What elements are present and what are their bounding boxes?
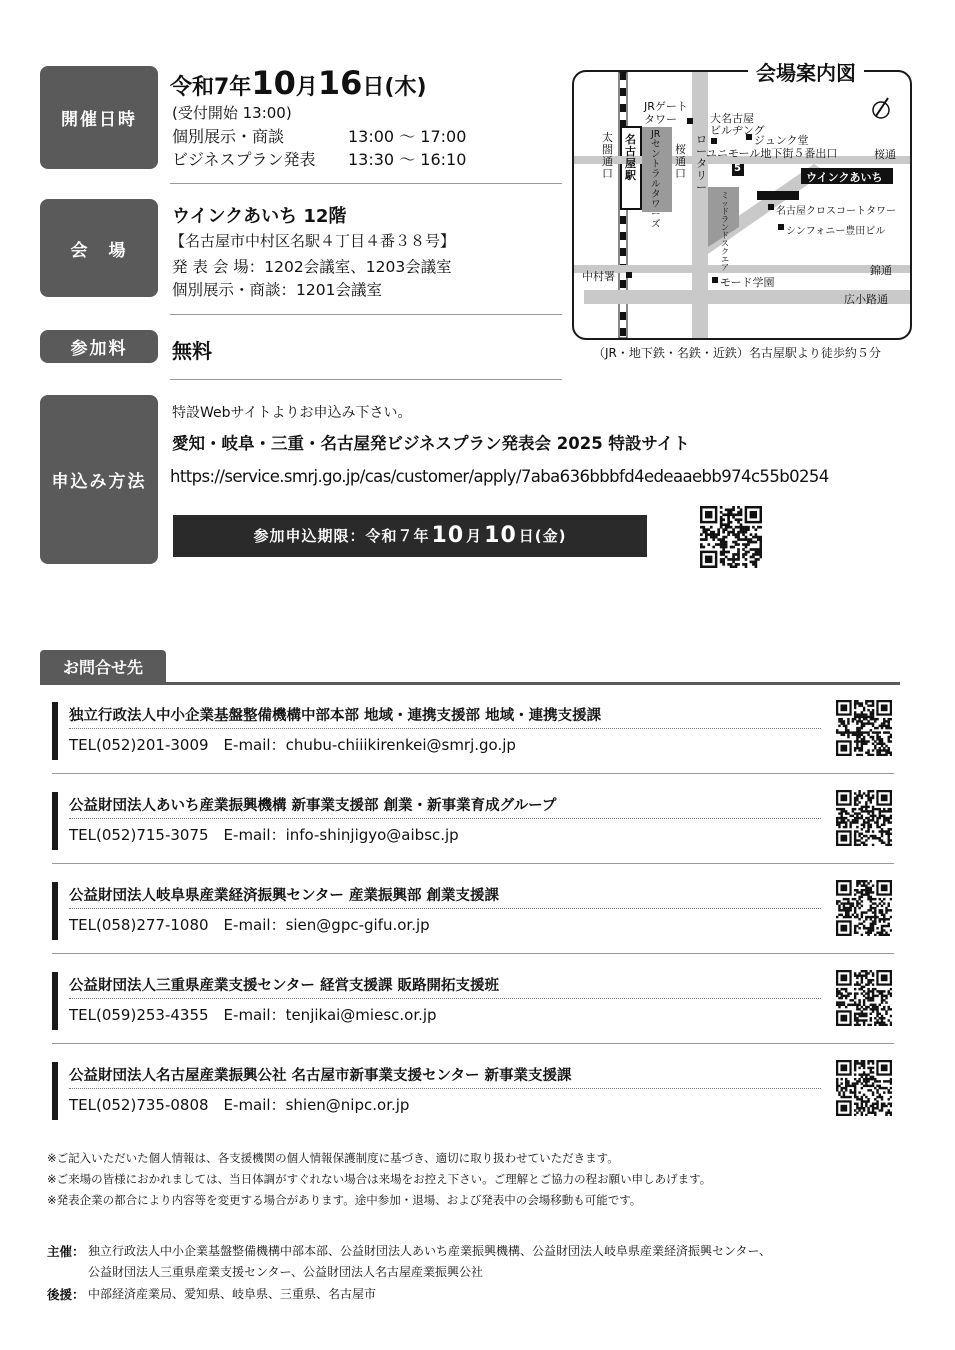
host-label: 主催： xyxy=(47,1244,85,1259)
apply-url-link[interactable]: https://service.smrj.go.jp/cas/customer/apply/7aba636bbbfd4edeaaebb974c55b0254 xyxy=(170,467,829,486)
label-fee: 参加料 xyxy=(40,330,158,363)
contact-item xyxy=(52,790,902,852)
qr-code[interactable] xyxy=(836,1060,892,1116)
map-label: ユニモール地下街５番出口 xyxy=(706,147,838,160)
reception-time: (受付開始 13:00) xyxy=(172,104,292,122)
note-text: ※ご記入いただいた個人情報は、各支援機関の個人情報保護制度に基づき、適切に取り扱わせていただきます。 xyxy=(47,1151,619,1165)
contact-tel[interactable]: TEL(052)735-0808 E-mail：shien@nipc.or.jp xyxy=(69,1096,410,1114)
map-label: ビルヂング xyxy=(710,124,765,137)
map-label: 桜通口 xyxy=(675,143,686,180)
venue-name: ウインクあいち 12階 xyxy=(172,206,347,227)
label-date: 開催日時 xyxy=(40,66,158,169)
qr-code[interactable] xyxy=(836,970,892,1026)
map-caption: （JR・地下鉄・名鉄・近鉄）名古屋駅より徒歩約５分 xyxy=(593,346,881,360)
contacts-title-rule xyxy=(40,682,900,685)
qr-code-apply[interactable] xyxy=(700,506,762,568)
schedule-item: ビジネスプラン発表 13:30 ～ 16:10 xyxy=(172,150,467,169)
contact-tel[interactable]: TEL(052)201-3009 E-mail：chubu-chiiikirenkei@smrj.go.jp xyxy=(69,736,516,754)
contact-bar xyxy=(52,882,58,940)
divider xyxy=(52,863,894,864)
map-label: モード学園 xyxy=(720,276,775,289)
map-label: 太閤通口 xyxy=(602,131,613,180)
label-venue: 会 場 xyxy=(40,199,158,297)
note-text: ※ご来場の皆様におかれましては、当日体調がすぐれない場合は来場をお控え下さい。ご理解とご協力の程お願い申しあげます。 xyxy=(47,1172,712,1186)
contact-bar xyxy=(52,972,58,1030)
map-title: 会場案内図 xyxy=(748,57,864,86)
map-label: ロータリー xyxy=(696,133,707,194)
fee-value: 無料 xyxy=(172,339,212,363)
divider xyxy=(52,953,894,954)
map-label: JRセントラルタワーズ xyxy=(651,129,661,230)
venue-room: 個別展示・商談：1201会議室 xyxy=(172,281,382,299)
venue-map xyxy=(572,70,912,340)
venue-room: 発 表 会 場：1202会議室、1203会議室 xyxy=(172,258,452,276)
contact-dots xyxy=(69,908,821,909)
map-label-venue: ウインクあいち xyxy=(806,171,883,184)
host-line: 独立行政法人中小企業基盤整備機構中部本部、公益財団法人あいち産業振興機構、公益財団法人岐阜県産業経済振興センター、 xyxy=(88,1244,772,1258)
contact-bar xyxy=(52,1062,58,1120)
contact-org: 公益財団法人岐阜県産業経済振興センター 産業振興部 創業支援課 xyxy=(69,888,500,904)
divider xyxy=(170,379,562,380)
contact-tel[interactable]: TEL(059)253-4355 E-mail：tenjikai@miesc.or.jp xyxy=(69,1006,437,1024)
map-label: ジュンク堂 xyxy=(754,134,809,147)
support-label: 後援： xyxy=(47,1287,85,1302)
divider xyxy=(170,183,562,184)
note-text: ※発表企業の都合により内容等を変更する場合があります。途中参加・退場、および発表中の会場移動も可能です。 xyxy=(47,1193,642,1207)
host-line: 公益財団法人三重県産業支援センター、公益財団法人名古屋産業振興公社 xyxy=(88,1265,484,1279)
contact-org: 公益財団法人三重県産業支援センター 経営支援課 販路開拓支援班 xyxy=(69,978,500,994)
qr-code[interactable] xyxy=(836,790,892,846)
contact-org: 独立行政法人中小企業基盤整備機構中部本部 地域・連携支援部 地域・連携支援課 xyxy=(69,708,602,724)
map-label: シンフォニー豊田ビル xyxy=(786,226,886,237)
map-label: 名古屋駅 xyxy=(625,133,636,182)
contact-dots xyxy=(69,728,821,729)
apply-instruction: 特設Webサイトよりお申込み下さい。 xyxy=(172,405,412,421)
divider xyxy=(170,314,562,315)
deadline-banner: 参加申込期限：令和７年 10 月 10 日(金) xyxy=(173,515,647,556)
map-label: ミッドランドスクエア xyxy=(721,191,729,272)
map-label: 中村署 xyxy=(582,270,615,283)
map-label: 5 xyxy=(734,163,741,174)
divider xyxy=(173,556,647,557)
contact-org: 公益財団法人あいち産業振興機構 新事業支援部 創業・新事業育成グループ xyxy=(69,798,557,814)
contact-tel[interactable]: TEL(052)715-3075 E-mail：info-shinjigyo@aibsc.jp xyxy=(69,826,459,844)
map-label: 名古屋クロスコートタワー xyxy=(776,206,896,217)
map-label: 大名古屋 xyxy=(710,112,754,125)
contact-item xyxy=(52,1060,902,1122)
contact-bar xyxy=(52,792,58,850)
apply-site-name: 愛知・岐阜・三重・名古屋発ビジネスプラン発表会 2025 特設サイト xyxy=(172,434,690,453)
support-line: 中部経済産業局、愛知県、岐阜県、三重県、名古屋市 xyxy=(88,1287,377,1301)
contact-dots xyxy=(69,1088,821,1089)
contact-dots xyxy=(69,818,821,819)
event-date: 令和7年10月16日(木) xyxy=(170,64,427,102)
contact-item xyxy=(52,880,902,942)
schedule-item: 個別展示・商談 13:00 ～ 17:00 xyxy=(172,127,467,146)
contacts-title: お問合せ先 xyxy=(40,650,166,682)
contact-org: 公益財団法人名古屋産業振興公社 名古屋市新事業支援センター 新事業支援課 xyxy=(69,1068,572,1084)
contact-tel[interactable]: TEL(058)277-1080 E-mail：sien@gpc-gifu.or.jp xyxy=(69,916,430,934)
venue-address: 【名古屋市中村区名駅４丁目４番３８号】 xyxy=(170,232,456,250)
label-apply: 申込み方法 xyxy=(40,395,158,564)
map-label: 広小路通 xyxy=(844,293,888,306)
map-label: タワー xyxy=(644,113,677,126)
divider xyxy=(52,773,894,774)
qr-code[interactable] xyxy=(836,700,892,756)
map-label: 桜通 xyxy=(874,148,896,161)
map-label: 錦通 xyxy=(870,264,892,277)
qr-code[interactable] xyxy=(836,880,892,936)
contact-item xyxy=(52,970,902,1032)
divider xyxy=(52,1043,894,1044)
contact-item xyxy=(52,700,902,762)
contact-dots xyxy=(69,998,821,999)
contact-bar xyxy=(52,702,58,760)
map-label: JRゲート xyxy=(644,100,688,113)
